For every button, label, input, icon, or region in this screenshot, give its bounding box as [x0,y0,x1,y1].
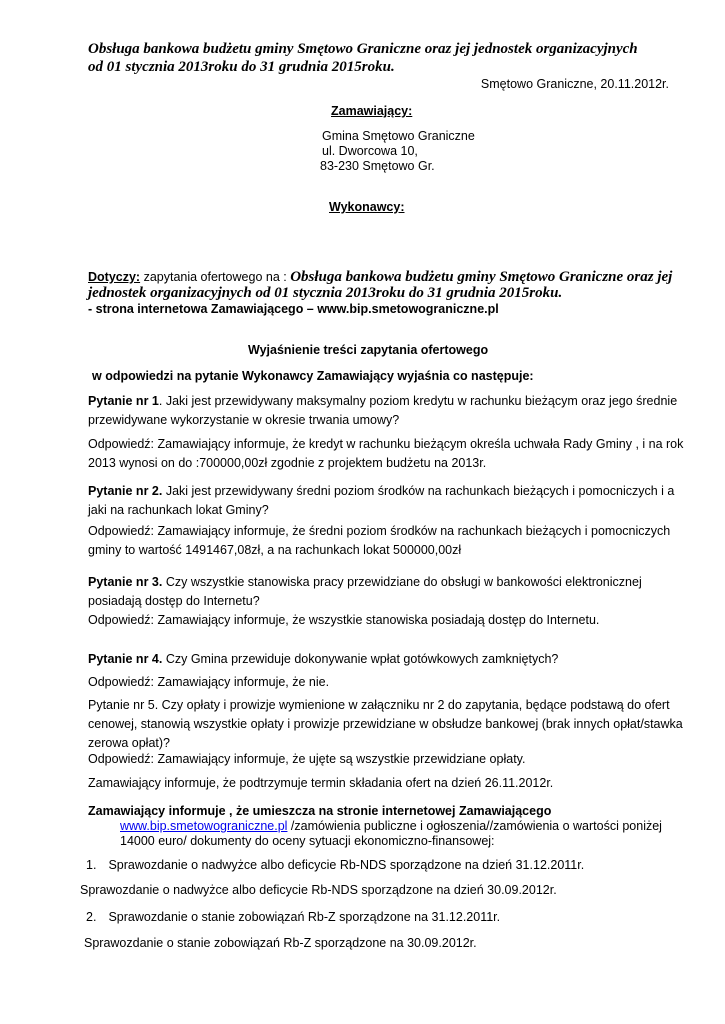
client-city: 83-230 Smętowo Gr. [320,159,435,173]
question-2 [88,482,674,520]
place-and-date: Smętowo Graniczne, 20.11.2012r. [480,77,669,91]
question-2-label: Pytanie nr 2. [88,484,163,498]
question-2-text-cont: jaki na rachunkach lokat Gminy? [88,503,269,517]
publication-description: 14000 euro/ dokumenty do oceny sytuacji ekonomiczno-finansowej: [120,834,495,848]
document-title-line-1: Obsługa bankowa budżetu gminy Smętowo Graniczne oraz jej jednostek organizacyjnych [88,41,638,57]
answer-1-line-1: Odpowiedź: Zamawiający informuje, że kredyt w rachunku bieżącym określa uchwała Rady Gminy , i na rok [88,437,684,451]
answer-2-line-2: gminy to wartość 1491467,08zł, a na rachunkach lokat 500000,00zł [88,543,462,557]
subject-label: Dotyczy: [88,270,141,284]
answer-1-line-2: 2013 wynosi on do :700000,00zł zgodnie z projektem budżetu na 2013r. [88,456,487,470]
explanation-heading: Wyjaśnienie treści zapytania ofertowego [248,343,489,357]
question-1-text-cont: przewidywane wykorzystanie w okresie trwania umowy? [88,413,400,427]
client-heading: Zamawiający: [331,104,413,118]
question-3-text: Czy wszystkie stanowiska pracy przewidziane do obsługi w bankowości elektronicznej [162,575,642,589]
question-1-label: Pytanie nr 1 [88,394,159,408]
publication-link-line [120,819,662,833]
document-item-4: Sprawozdanie o stanie zobowiązań Rb-Z sporządzone na 30.09.2012r. [84,936,477,950]
client-street: ul. Dworcowa 10, [322,144,418,158]
answer-4: Odpowiedź: Zamawiający informuje, że nie. [88,675,330,689]
question-4-text: Czy Gmina przewiduje dokonywanie wpłat gotówkowych zamkniętych? [162,652,559,666]
document-item-1 [86,858,584,872]
answer-1 [88,435,683,473]
document-title-line-2: od 01 stycznia 2013roku do 31 grudnia 2015roku. [88,59,395,75]
document-item-3-text: Sprawozdanie o stanie zobowiązań Rb-Z sporządzone na 31.12.2011r. [108,910,501,924]
contractors-heading: Wykonawcy: [329,200,405,214]
subject-title-part-2: jednostek organizacyjnych od 01 stycznia 2013roku do 31 grudnia 2015roku. [88,285,563,301]
document-item-2: Sprawozdanie o nadwyżce albo deficycie Rb-NDS sporządzone na dzień 30.09.2012r. [80,883,557,897]
subject-line [88,269,672,286]
subject-website: - strona internetowa Zamawiającego – www.bip.smetowograniczne.pl [88,302,499,316]
answer-2-line-1: Odpowiedź: Zamawiający informuje, że średni poziom środków na rachunkach bieżących i pomocniczych [88,524,671,538]
answer-2 [88,522,670,560]
question-2-text: Jaki jest przewidywany średni poziom środków na rachunkach bieżących i pomocniczych i a [162,484,675,498]
question-5 [88,696,683,753]
document-item-1-text: Sprawozdanie o nadwyżce albo deficycie Rb-NDS sporządzone na dzień 31.12.2011r. [108,858,585,872]
subject-intro: zapytania ofertowego na : [140,270,291,284]
question-3 [88,573,642,611]
question-1 [88,392,677,430]
client-name: Gmina Smętowo Graniczne [322,129,475,143]
question-4-label: Pytanie nr 4. [88,652,163,666]
explanation-intro: w odpowiedzi na pytanie Wykonawcy Zamawiający wyjaśnia co następuje: [92,369,534,383]
question-5-line-1: Pytanie nr 5. Czy opłaty i prowizje wymienione w załączniku nr 2 do zapytania, będące podstawą do ofert [88,698,670,712]
question-3-label: Pytanie nr 3. [88,575,163,589]
document-item-3 [86,910,500,924]
question-5-line-3: zerowa opłat)? [88,736,170,750]
deadline-note: Zamawiający informuje, że podtrzymuje termin składania ofert na dzień 26.11.2012r. [88,776,554,790]
bip-website-link[interactable]: www.bip.smetowograniczne.pl [120,819,288,833]
question-4 [88,652,558,666]
document-item-3-number: 2. [86,910,97,924]
question-1-text: . Jaki jest przewidywany maksymalny poziom kredytu w rachunku bieżącym oraz jego średnie [158,394,678,408]
answer-3: Odpowiedź: Zamawiający informuje, że wszystkie stanowiska posiadają dostęp do Internetu. [88,613,600,627]
subject-title-part-1: Obsługa bankowa budżetu gminy Smętowo Graniczne oraz jej [290,269,673,285]
question-3-text-cont: posiadają dostęp do Internetu? [88,594,260,608]
publication-heading: Zamawiający informuje , że umieszcza na stronie internetowej Zamawiającego [88,804,552,818]
question-5-line-2: cenowej, stanowią wszystkie opłaty i prowizje przewidziane w obsłudze bankowej (brak innych opłat/stawka [88,717,683,731]
document-item-1-number: 1. [86,858,97,872]
answer-5: Odpowiedź: Zamawiający informuje, że ujęte są wszystkie przewidziane opłaty. [88,752,526,766]
publication-path: /zamówienia publiczne i ogłoszenia//zamówienia o wartości poniżej [287,819,662,833]
